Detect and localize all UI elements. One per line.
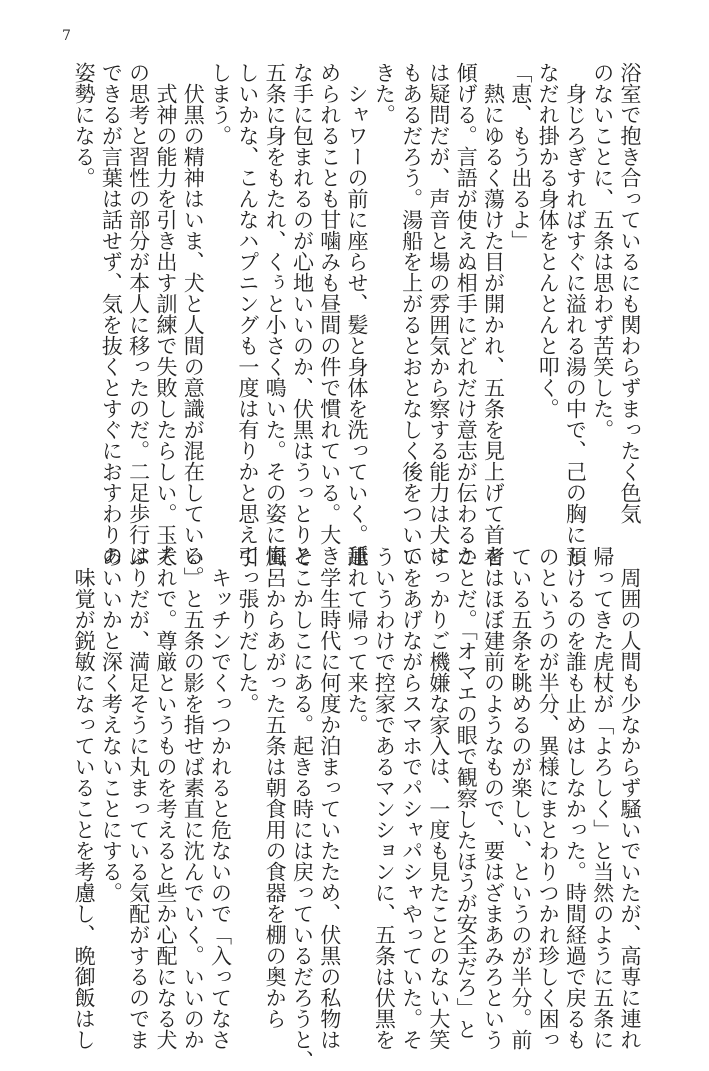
text-line: 式神の能力を引き出す訓練で失敗したらしい。玉犬 — [153, 62, 178, 566]
text-line: 身じろぎすればすぐに溢れる湯の中で、己の胸にし — [563, 62, 588, 566]
text-line: そこかしこにある。起きる時には戻っているだろうと、 — [290, 546, 315, 1071]
text-line: 者はほぼ建前のようなもので、要はざまあみろという — [481, 546, 506, 1050]
text-line: 引っ張りだした。 — [235, 546, 260, 714]
text-line: しいかな、こんなハプニングも一度は有りかと思えて — [235, 62, 260, 566]
text-line: 帰ってきた虎杖が「よろしく」と当然のように五条に — [590, 546, 615, 1050]
text-line: 周囲の人間も少なからず騒いでいたが、高専に連れ — [618, 546, 642, 1050]
text-line: 傾げる。言語が使えぬ相手にどれだけ意志が伝わるか — [454, 62, 479, 566]
text-line: なだれ掛かる身体をとんとんと叩く。 — [536, 62, 561, 419]
text-line: のというのが半分、異様にまとわりつかれ珍しく困っ — [536, 546, 561, 1050]
text-line: あいいかと深く考えないことにする。 — [99, 546, 124, 903]
text-line: 姿勢になる。 — [72, 62, 97, 188]
text-line: 伏黒の精神はいま、犬と人間の意識が混在している。 — [181, 62, 206, 587]
text-line: もあるだろう。湯船を上がるとおとなしく後をついて — [399, 62, 424, 566]
text-line: の思考と習性の部分が本人に移ったのだ。二足歩行は — [126, 62, 151, 566]
text-line: シャワーの前に座らせ、髪と身体を洗っていく。舐 — [345, 62, 370, 566]
text-line: すっかりご機嫌な家入は、一度も見たことのない大笑 — [426, 546, 451, 1050]
text-line: ぶりだが、満足そうに丸まっている気配がするのでま — [126, 546, 151, 1050]
text-line: 熱にゆるく蕩けた目が開かれ、五条を見上げて首を — [481, 62, 506, 566]
text-line: い」と五条の影を指せば素直に沈んでいく。いいのか — [181, 546, 206, 1050]
text-line: は疑問だが、声音と場の雰囲気から察する能力は犬に — [426, 62, 451, 566]
text-line: ことだ。「オマエの眼で観察したほうが安全だろ」と — [454, 546, 479, 1040]
text-line: 風呂からあがった五条は朝食用の食器を棚の奥から — [263, 546, 288, 1029]
text-line: それで。尊厳というものを考えると些か心配になる犬 — [153, 546, 178, 1050]
text-line: な手に包まれるのが心地いいのか、伏黒はうっとりと — [290, 62, 315, 566]
text-line: 預けるのを誰も止めはしなかった。時間経過で戻るも — [563, 546, 588, 1050]
text-line: キッチンでくっつかれると危ないので「入ってなさ — [208, 546, 233, 1050]
text-block-bottom — [70, 546, 643, 1071]
text-block-top — [70, 62, 643, 587]
text-line: ういうわけで控家であるマンションに、五条は伏黒を — [372, 546, 397, 1050]
text-line: 浴室で抱き合っているにも関わらずまったく色気 — [618, 62, 642, 524]
text-line: められることも甘噛みも昼間の件で慣れている。大き — [317, 62, 342, 566]
page-number: 7 — [62, 28, 71, 44]
text-line: しまう。 — [208, 62, 233, 146]
text-line: 「恵、もう出るよ」 — [508, 62, 533, 251]
text-line: いをあげながらスマホでパシャパシャやっていた。そ — [399, 546, 424, 1050]
text-line: きた。 — [372, 62, 397, 125]
text-line: できるが言葉は話せず、気を抜くとすぐにおすわりの — [99, 62, 124, 566]
text-line: 五条に身をもたれ、くぅと小さく鳴いた。その姿に悔 — [263, 62, 288, 566]
text-line: のないことに、五条は思わず苦笑した。 — [590, 62, 615, 440]
text-line: 味覚が鋭敏になっていることを考慮し、晩御飯はし — [72, 546, 97, 1050]
text-line: ている五条を眺めるのが楽しい、というのが半分。前 — [508, 546, 533, 1050]
text-line: 連れて帰って来た。 — [345, 546, 370, 735]
text-line: 学生時代に何度か泊まっていたため、伏黒の私物は — [317, 546, 342, 1050]
